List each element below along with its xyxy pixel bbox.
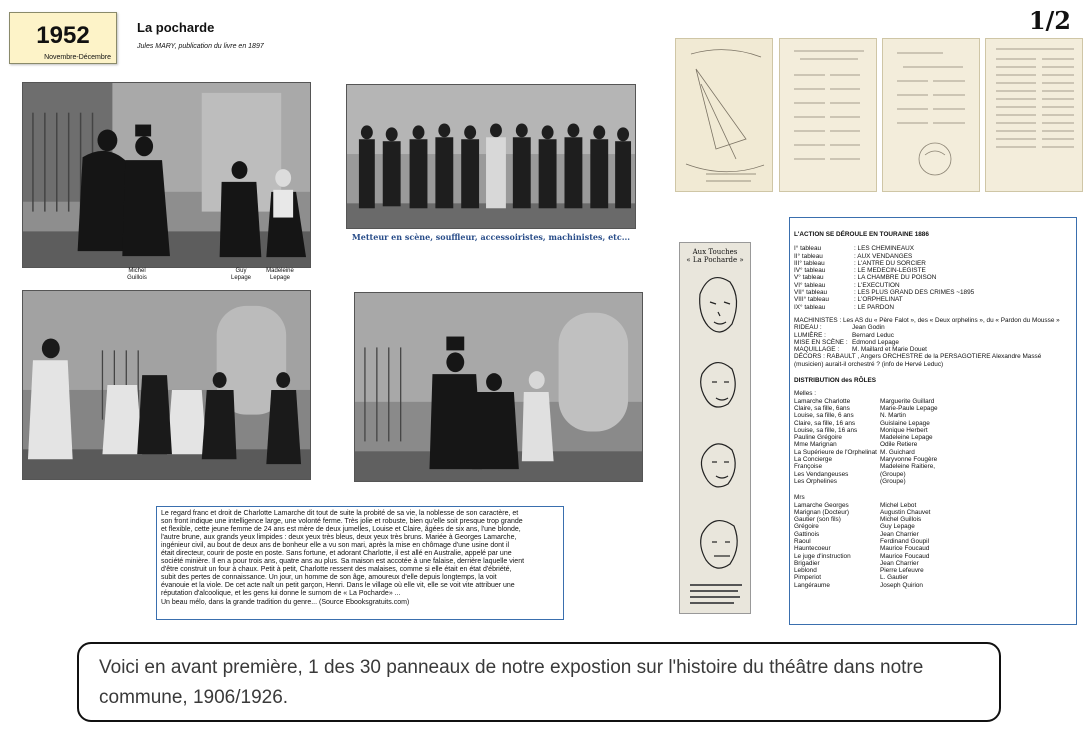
actor-name: Pierre Lefeuvre	[880, 567, 924, 575]
role-name: Lamarche Charlotte	[794, 397, 851, 405]
men-heading: Mrs	[794, 494, 805, 502]
programme-page-3	[985, 38, 1083, 192]
role-name: Raoul	[794, 537, 811, 545]
cast-row	[794, 324, 1073, 331]
actor-name: Marie-Paule Lepage	[880, 404, 938, 412]
actor-name: Odile Retiere	[880, 441, 918, 449]
actor-name: L. Gautier	[880, 574, 909, 582]
role-name: Louise, sa fille, 6 ans	[794, 412, 854, 420]
cast-row	[794, 449, 1073, 456]
synopsis-line: son front indique une intelligence large, une volonté ferme. Très jolie et robuste, bien qu'elle soit presque trop grande	[161, 518, 523, 526]
caricature-drawings	[680, 264, 751, 614]
actor-name: Ferdinand Goupil	[880, 537, 930, 545]
caption-name-2: Guy Lepage	[230, 268, 252, 281]
cast-row	[794, 282, 1073, 289]
role-name: Les Vendangeuses	[794, 470, 849, 478]
year: 1952	[36, 22, 90, 49]
actor-name: Guislaine Lepage	[880, 419, 930, 427]
cast-row	[794, 456, 1073, 463]
months: Novembre-Décembre	[44, 54, 111, 61]
tableau-title: : L'EXECUTION	[854, 281, 900, 289]
tableau-title: : LE PARDON	[854, 303, 895, 311]
cast-box	[789, 217, 1077, 625]
role-name: La Concierge	[794, 456, 833, 464]
programme-page-1	[779, 38, 877, 192]
cast-row	[794, 304, 1073, 311]
actor-name: Guy Lepage	[880, 523, 915, 531]
tableau-number: IX° tableau	[794, 303, 826, 311]
actor-name: Maryvonne Fougère	[880, 456, 938, 464]
synopsis-line: et flexible, cette jeune femme de 24 ans est mère de deux jumelles, Louise et Claire, âgées de six ans, l'une blonde,	[161, 526, 521, 534]
tableau-title: : LE MEDECIN-LEGISTE	[854, 267, 926, 275]
crew-intro: MACHINISTES : Les AS du « Père Falot », des « Deux orphelins », du « Pardon du Mousse »	[794, 316, 1060, 324]
women-heading: Melles :	[794, 390, 817, 398]
role-name: Grégoire	[794, 523, 819, 531]
announcement-box	[77, 642, 1001, 722]
cast-row	[794, 509, 1073, 516]
cast-row	[794, 427, 1073, 434]
cast-row	[794, 274, 1073, 281]
actor-name: Michel Guillois	[880, 516, 922, 524]
cast-row	[794, 478, 1073, 485]
crew-list	[794, 324, 1073, 353]
role-name: Claire, sa fille, 16 ans	[794, 419, 856, 427]
men-list	[794, 502, 1073, 590]
synopsis-line: était directeur, courir de poste en poste. Sans fortune, et adorant Charlotte, il est allé en Australie, appelé par une	[161, 550, 512, 558]
play-title: La pocharde	[137, 20, 215, 35]
synopsis-line: réputation d'alcoolique, et les gens lui donne le surnom de « La Pocharde» ...	[161, 590, 401, 598]
women-list	[794, 398, 1073, 486]
cast-row	[794, 296, 1073, 303]
cast-row	[794, 441, 1073, 448]
cast-row	[794, 267, 1073, 274]
crew-role: RIDEAU :	[794, 324, 822, 332]
role-name: La Supérieure de l'Orphelinat	[794, 448, 877, 456]
play-subtitle: Jules MARY, publication du livre en 1897	[137, 43, 264, 50]
actor-name: (Groupe)	[880, 470, 906, 478]
cast-row	[794, 463, 1073, 470]
caricature-strip	[679, 242, 751, 614]
cast-row	[794, 260, 1073, 267]
crew-caption: Metteur en scène, souffleur, accessoiristes, machinistes, etc...	[351, 232, 631, 242]
setting-heading: L'ACTION SE DÉROULE EN TOURAINE 1886	[794, 231, 929, 238]
role-name: Pimperiot	[794, 574, 821, 582]
role-name: Mme Marignan	[794, 441, 837, 449]
cast-row	[794, 574, 1073, 581]
tableau-number: V° tableau	[794, 274, 824, 282]
synopsis-line: l'autre brune, aux grands yeux limpides : deux yeux très bleus, deux yeux très bruns. Mariée à Georges Lamarche,	[161, 534, 517, 542]
crew-name: Bernard Leduc	[852, 331, 894, 339]
actor-name: Madeleine Raitiere,	[880, 463, 936, 471]
role-name: Claire, sa fille, 6ans	[794, 404, 850, 412]
crew-role: MAQUILLAGE :	[794, 346, 840, 354]
synopsis-line: évanouie et la viole. De cet acte naît un petit garçon, Henri. Dans le village où elle vit, elle se voit vite attribuer une	[161, 582, 515, 590]
cast-row	[794, 560, 1073, 567]
stage-photo-3	[354, 292, 643, 482]
synopsis-line: ingénieur civil, au bout de deux ans de bonheur elle a vu son mari, après la mise en chômage d'une usine dont il	[161, 542, 510, 550]
tableau-title: : L'ANTRE DU SORCIER	[854, 259, 926, 267]
cast-row	[794, 398, 1073, 405]
cast-row	[794, 289, 1073, 296]
role-name: Le juge d'instruction	[794, 552, 851, 560]
actor-name: Jean Charrier	[880, 530, 919, 538]
actor-name: Augustin Chauvet	[880, 508, 931, 516]
cast-row	[794, 538, 1073, 545]
year-badge	[9, 12, 117, 64]
cast-row	[794, 420, 1073, 427]
role-name: Françoise	[794, 463, 823, 471]
synopsis-box	[156, 506, 564, 620]
tableau-title: : LES PLUS GRAND DES CRIMES ~1895	[854, 289, 975, 297]
actor-name: Madeleine Lepage	[880, 434, 933, 442]
crew-name: M. Maillard et Marie Douet	[852, 346, 927, 354]
cast-row	[794, 545, 1073, 552]
cast-row	[794, 405, 1073, 412]
tableau-number: III° tableau	[794, 259, 825, 267]
caption-name-3: Madeleine Lepage	[266, 268, 294, 281]
cast-row	[794, 567, 1073, 574]
tableau-title: : L'ORPHELINAT	[854, 296, 903, 304]
cast-row	[794, 412, 1073, 419]
cast-row	[794, 516, 1073, 523]
role-name: Brigadier	[794, 559, 820, 567]
programme-page-2	[882, 38, 980, 192]
tableau-number: VIII° tableau	[794, 296, 829, 304]
tableau-number: VI° tableau	[794, 281, 826, 289]
role-name: Hauntecoeur	[794, 545, 831, 553]
stage-photo-1	[22, 82, 311, 268]
crew-name: Jean Godin	[852, 324, 885, 332]
synopsis-line: subit des pertes de connaissance. Un jour, un homme de son âge, amoureux d'elle depuis longtemps, la voit	[161, 574, 497, 582]
roles-heading: DISTRIBUTION des RÔLES	[794, 377, 877, 385]
cast-row	[794, 245, 1073, 252]
cast-row	[794, 502, 1073, 509]
role-name: Langéraume	[794, 581, 830, 589]
actor-name: Marguerite Guillard	[880, 397, 935, 405]
caption-name-1: Michel Guillois	[127, 268, 147, 281]
synopsis-line: Le regard franc et droit de Charlotte Lamarche dit tout de suite la probité de sa vie, la noblesse de son caractère, et	[161, 510, 519, 517]
tableau-number: II° tableau	[794, 252, 823, 260]
actor-name: Jean Charrier	[880, 559, 919, 567]
actor-name: Monique Herbert	[880, 426, 928, 434]
crew-role: MISE EN SCÈNE :	[794, 338, 848, 346]
tableaux-list	[794, 245, 1073, 311]
caricature-title-2: « La Pocharde »	[686, 256, 744, 264]
cast-row	[794, 471, 1073, 478]
role-name: Les Orphelines	[794, 477, 837, 485]
synopsis-line: Un beau mélo, dans la grande tradition du genre... (Source Ebooksgratuits.com)	[161, 598, 410, 606]
actor-name: Maurice Foucaud	[880, 545, 930, 553]
stage-photo-2	[22, 290, 311, 480]
crew-photo	[346, 84, 636, 229]
tableau-number: VII° tableau	[794, 289, 828, 297]
tableau-title: : LES CHEMINEAUX	[854, 245, 915, 253]
crew-role: LUMIÈRE :	[794, 331, 826, 339]
cast-row	[794, 332, 1073, 339]
synopsis-line: d'être construit un four à chaux. Petit à petit, Charlotte ressent des malaises, comme si elle était en état d'ébriété,	[161, 566, 512, 574]
programme-cover	[675, 38, 773, 192]
actor-name: (Groupe)	[880, 477, 906, 485]
announcement-text: Voici en avant première, 1 des 30 panneaux de notre expostion sur l'histoire du théâtre dans notre commune, 1906/1926.	[99, 657, 924, 708]
role-name: Pauline Grégoire	[794, 434, 842, 442]
role-name: Marignan (Docteur)	[794, 508, 850, 516]
cast-row	[794, 434, 1073, 441]
actor-name: Maurice Foucaud	[880, 552, 930, 560]
cast-row	[794, 523, 1073, 530]
decors-line: DÉCORS : RABAULT , Angers ORCHESTRE de la PERSAGOTIERE Alexandre Massé	[794, 353, 1042, 361]
cast-row	[794, 339, 1073, 346]
role-name: Lamarche Georges	[794, 501, 849, 509]
cast-row	[794, 582, 1073, 589]
cast-row	[794, 553, 1073, 560]
actor-name: M. Guichard	[880, 448, 915, 456]
cast-row	[794, 253, 1073, 260]
actor-name: Michel Lebot	[880, 501, 917, 509]
crew-name: Edmond Lepage	[852, 338, 899, 346]
tableau-number: IV° tableau	[794, 267, 826, 275]
decors-note: (musicien) aurait-il orchestré ? (info de Hervé Leduc)	[794, 360, 944, 368]
actor-name: Joseph Quirion	[880, 581, 923, 589]
role-name: Leblond	[794, 567, 817, 575]
tableau-title: : LA CHAMBRE DU POISON	[854, 274, 937, 282]
role-name: Gattinois	[794, 530, 820, 538]
synopsis-line: société minière. Il en a pour trois ans, quatre ans au plus. Sa maison est accotée à une falaise, derrière laquelle vient	[161, 558, 525, 566]
actor-name: N. Martin	[880, 412, 906, 420]
page-number: 1/2	[1028, 6, 1071, 35]
role-name: Gautier (son fils)	[794, 516, 841, 524]
tableau-title: : AUX VENDANGES	[854, 252, 913, 260]
cast-row	[794, 531, 1073, 538]
caricature-title-1: Aux Touches	[692, 248, 738, 256]
tableau-number: I° tableau	[794, 245, 822, 253]
role-name: Louise, sa fille, 16 ans	[794, 426, 858, 434]
